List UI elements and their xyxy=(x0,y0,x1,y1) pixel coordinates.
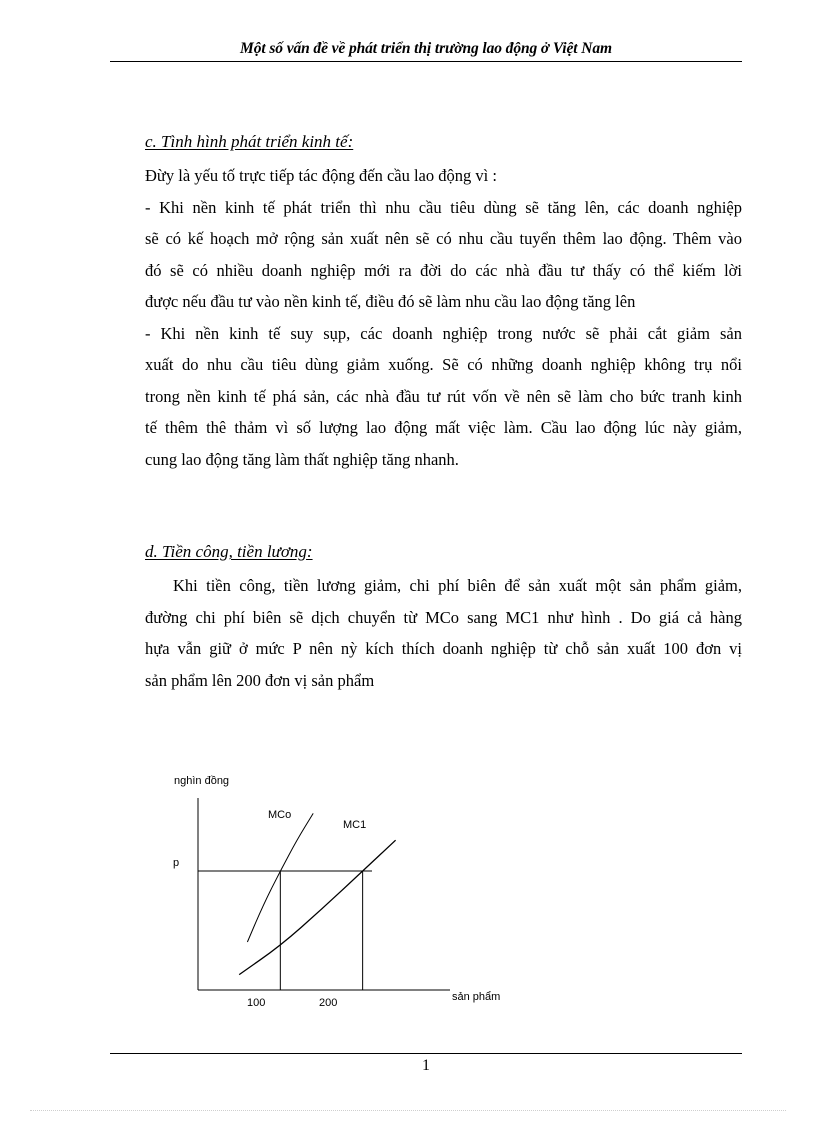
section-c-line: Đừy là yếu tố trực tiếp tác động đến cầu lao động vì : xyxy=(145,166,497,185)
x-tick-label: 100 xyxy=(247,997,266,1009)
section-c-body xyxy=(145,160,742,475)
marginal-cost-chart xyxy=(160,768,530,1018)
section-c-heading: c. Tình hình phát triển kinh tế: xyxy=(145,132,354,151)
series-label-mco: MCo xyxy=(268,809,292,821)
section-c-line: đó sẽ có nhiều doanh nghiệp mới ra đời do các nhà đầu tư thấy có thể kiếm lời xyxy=(145,260,742,280)
section-d-heading: d. Tiền công, tiền lương: xyxy=(145,542,313,561)
header-rule xyxy=(110,61,742,62)
section-d-body xyxy=(145,570,742,696)
section-c-line: được nếu đầu tư vào nền kinh tế, điều đó sẽ làm nhu cầu lao động tăng lên xyxy=(145,292,636,311)
x-axis-label: sản phẩm xyxy=(452,991,501,1003)
section-c-line: trong nền kinh tế phá sản, các nhà đầu tư rút vốn về nên sẽ làm cho bức tranh kinh xyxy=(145,386,742,406)
footer-rule xyxy=(110,1053,742,1054)
page-number: 1 xyxy=(422,1057,430,1074)
section-c-line: - Khi nền kinh tế suy sụp, các doanh nghiệp trong nước sẽ phải cắt giảm sản xyxy=(145,323,742,343)
section-d-line: Khi tiền công, tiền lương giảm, chi phí biên để sản xuất một sản phẩm giảm, xyxy=(173,576,742,595)
section-c-line: xuất do nhu cầu tiêu dùng giảm xuống. Sẽ có những doanh nghiệp không trụ nổi xyxy=(145,355,742,374)
price-label: p xyxy=(173,857,180,869)
section-c-line: cung lao động tăng làm thất nghiệp tăng nhanh. xyxy=(145,449,459,469)
page-edge-dots xyxy=(30,1110,786,1111)
y-axis-label: nghìn đồng xyxy=(174,775,230,787)
section-d-line: hựa vẫn giữ ở mức P nên nỳ kích thích doanh nghiệp từ chỗ sản xuất 100 đơn vị xyxy=(145,639,742,658)
series-label-mc1: MC1 xyxy=(343,819,367,831)
section-d-line: đường chi phí biên sẽ dịch chuyển từ MCo sang MC1 như hình . Do giá cả hàng xyxy=(145,607,742,627)
x-tick-label: 200 xyxy=(319,997,338,1009)
section-c-line: tế thêm thê thảm vì số lượng lao động mất việc làm. Cầu lao động lúc này giảm, xyxy=(145,418,742,437)
section-c-line: sẽ có kế hoạch mở rộng sản xuất nên sẽ có nhu cầu tuyển thêm lao động. Thêm vào xyxy=(145,229,742,248)
section-c-line: - Khi nền kinh tế phát triển thì nhu cầu tiêu dùng sẽ tăng lên, các doanh nghiệp xyxy=(145,197,742,217)
running-header: Một số vấn đề về phát triển thị trường lao động ở Việt Nam xyxy=(240,40,612,57)
section-d-line: sản phẩm lên 200 đơn vị sản phẩm xyxy=(145,670,375,690)
